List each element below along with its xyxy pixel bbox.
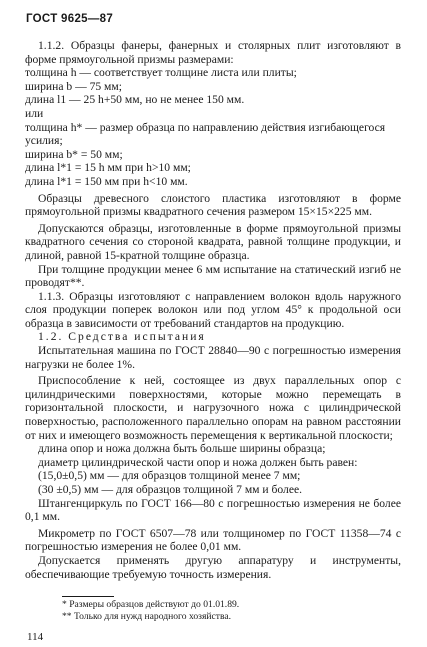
paragraph: При толщине продукции менее 6 мм испытание на статический изгиб не проводят**. [25,262,401,290]
page-number: 114 [27,631,44,643]
standard-header: ГОСТ 9625—87 [26,13,114,25]
dimension-line: или [25,106,44,120]
paragraph: Штангенциркуль по ГОСТ 166—80 с погрешностью измерения не более 0,1 мм. [25,496,401,524]
paragraph: Приспособление к ней, состоящее из двух параллельных опор с цилиндрическими поверхностями, которые можно перемещать в горизонтальной плоскости, и нагрузочного ножа с цилиндрической поверхностью, расположенного параллельно опорам на равном расстоянии от них и имеющего возможность перемещения к вертикальной плоскости; [25,374,401,442]
section-heading: 1.2. Средства испытания [38,330,206,344]
paragraph: 1.1.2. Образцы фанеры, фанерных и столярных плит изготовляют в форме прямоугольной призмы размерами: [25,39,401,66]
footnote: * Размеры образцов действуют до 01.01.89. [62,599,240,610]
paragraph: 1.1.3. Образцы изготовляют с направлением волокон вдоль наружного слоя продукции поперек волокон или под углом 45° к продольной оси образца в зависимости от требований стандартов на продукцию. [25,289,401,330]
paragraph: Образцы древесного слоистого пластика изготовляют в форме прямоугольной призмы квадратного сечения размером 15×15×225 мм. [25,191,401,219]
dimension-line: длина l*1 = 150 мм при h<10 мм. [25,174,188,188]
body-text [25,39,401,581]
dimension-line: ширина b — 75 мм; [25,79,122,93]
dimension-line: ширина b* = 50 мм; [25,147,123,161]
paragraph: (30 ±0,5) мм — для образцов толщиной 7 мм и более. [38,483,303,496]
paragraph: (15,0±0,5) мм — для образцов толщиной менее 7 мм; [38,469,301,483]
paragraph: диаметр цилиндрической части опор и ножа должен быть равен: [38,455,358,469]
dimension-line: длина l*1 = 15 h мм при h>10 мм; [25,161,191,175]
paragraph: длина опор и ножа должна быть больше ширины образца; [38,442,326,456]
paragraph: Испытательная машина по ГОСТ 28840—90 с погрешностью измерения нагрузки не более 1%. [25,344,401,371]
footnotes [62,599,239,622]
dimension-line: длина l1 — 25 h+50 мм, но не менее 150 мм. [25,93,245,107]
footnote-divider [62,596,114,597]
dimension-line: толщина h — соответствует толщине листа или плиты; [25,66,297,80]
dimension-line: толщина h* — размер образца по направлению действия изгибающегося усилия; [25,120,386,148]
paragraph: Микрометр по ГОСТ 6507—78 или толщиномер по ГОСТ 11358—74 с погрешностью измерения не более 0,01 мм. [25,526,401,554]
paragraph: Допускаются образцы, изготовленные в форме прямоугольной призмы квадратного сечения со стороной квадрата, равной толщине продукции, и длиной, равной 15-кратной толщине образца. [25,221,401,262]
footnote: ** Только для нужд народного хозяйства. [62,610,232,622]
paragraph: Допускается применять другую аппаратуру и инструменты, обеспечивающие требуемую точность измерения. [25,553,401,581]
